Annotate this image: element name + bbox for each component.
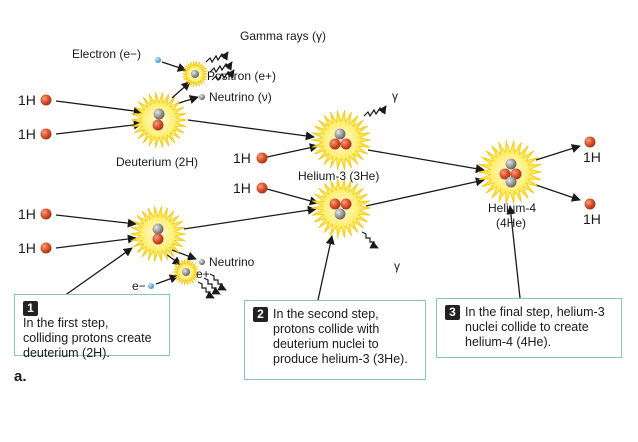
- positron-particle: [191, 70, 199, 78]
- arrow-h1-to-deuterium-top: [56, 101, 142, 112]
- neutron-particle: [506, 159, 517, 170]
- step-text: In the second step, protons collide with deuterium nuclei to produce helium-3 (3He).: [273, 307, 408, 366]
- proton-label: 1H: [233, 150, 251, 166]
- electron-particle: [155, 57, 161, 63]
- neutrino-label-lower: Neutrino: [209, 255, 255, 269]
- step-2-box: [244, 300, 426, 380]
- arrow-deuterium-to-neutrino: [176, 97, 198, 104]
- proton-label: 1H: [233, 180, 251, 196]
- neutron-particle: [506, 177, 517, 188]
- deuterium-label: Deuterium (2H): [116, 155, 199, 169]
- proton-particle: [341, 199, 352, 210]
- neutron-particle: [335, 129, 346, 140]
- helium4-label: Helium-4: [488, 201, 537, 215]
- arrow-helium4-to-h1-top: [536, 146, 580, 160]
- arrow-deuterium2-to-helium3: [184, 209, 316, 229]
- step-text: In the final step, helium-3 nuclei collide to create helium-4 (4He).: [465, 305, 605, 349]
- arrow-helium3-top-to-helium4: [368, 150, 484, 170]
- gamma-rays-label: Gamma rays (γ): [240, 29, 327, 43]
- arrow-deuterium2-to-neutrino: [172, 250, 196, 259]
- neutrino-label: Neutrino (ν): [209, 90, 272, 104]
- positron-label-lower: e+: [196, 267, 210, 281]
- helium3-label: Helium-3 (3He): [298, 169, 380, 183]
- neutron-particle: [153, 224, 164, 235]
- gamma-squiggle-upper-1: [206, 52, 228, 62]
- neutrino-particle: [199, 94, 205, 100]
- proton-1h: [585, 199, 596, 210]
- helium4-label-symbol: (4He): [496, 216, 527, 230]
- part-label: a.: [14, 368, 27, 385]
- arrow-electron-to-positron-lower: [156, 276, 178, 284]
- arrow-deuterium-to-positron: [172, 82, 190, 98]
- proton-particle: [330, 139, 341, 150]
- gamma-label-top: γ: [392, 89, 398, 103]
- gamma-squiggle-helium3-bottom: [362, 232, 378, 248]
- proton-label: 1H: [18, 126, 36, 142]
- step-number: 2: [253, 307, 268, 322]
- step-number: 1: [23, 301, 38, 316]
- proton-1h: [41, 243, 52, 254]
- electron-particle: [148, 283, 154, 289]
- proton-1h: [41, 95, 52, 106]
- arrow-h1-to-helium3-bottom: [267, 189, 318, 203]
- proton-1h: [257, 183, 268, 194]
- arrow-deuterium-to-helium3: [188, 120, 314, 137]
- electron-label-lower: e−: [132, 279, 146, 293]
- arrow-h1-to-deuterium2-top: [56, 215, 136, 224]
- step-text: In the first step, colliding protons create deuterium (2H).: [23, 316, 152, 360]
- arrow-helium4-to-h1-bottom: [536, 185, 580, 200]
- neutron-particle: [154, 109, 165, 120]
- proton-particle: [330, 199, 341, 210]
- pointer-step1: [64, 248, 132, 296]
- pointer-step2: [318, 236, 332, 300]
- neutrino-particle: [199, 259, 205, 265]
- proton-particle: [153, 120, 164, 131]
- proton-particle: [153, 234, 164, 245]
- proton-label: 1H: [18, 92, 36, 108]
- positron-label: Positron (e+): [207, 69, 277, 83]
- proton-label: 1H: [583, 211, 601, 227]
- arrow-h1-to-helium3-top: [267, 146, 318, 157]
- proton-1h: [585, 137, 596, 148]
- proton-1h: [41, 129, 52, 140]
- step-1-box: [14, 294, 170, 360]
- positron-particle: [182, 268, 190, 276]
- helium3-burst-bottom: [311, 178, 371, 238]
- electron-label: Electron (e−): [72, 47, 142, 61]
- proton-label: 1H: [583, 149, 601, 165]
- neutron-particle: [335, 209, 346, 220]
- proton-1h: [41, 209, 52, 220]
- proton-particle: [341, 139, 352, 150]
- gamma-squiggle-helium3-top: [364, 106, 386, 116]
- helium3-burst-top: [311, 110, 371, 170]
- arrow-h1-to-deuterium2-bottom: [56, 238, 136, 248]
- proton-label: 1H: [18, 206, 36, 222]
- arrow-h1-to-deuterium-bottom: [56, 124, 142, 134]
- arrow-electron-to-positron: [162, 62, 186, 70]
- step-number: 3: [445, 305, 460, 320]
- proton-1h: [257, 153, 268, 164]
- proton-label: 1H: [18, 240, 36, 256]
- arrow-helium3-bottom-to-helium4: [366, 180, 484, 206]
- gamma-label-bottom: γ: [394, 259, 400, 273]
- step-3-box: [436, 298, 622, 358]
